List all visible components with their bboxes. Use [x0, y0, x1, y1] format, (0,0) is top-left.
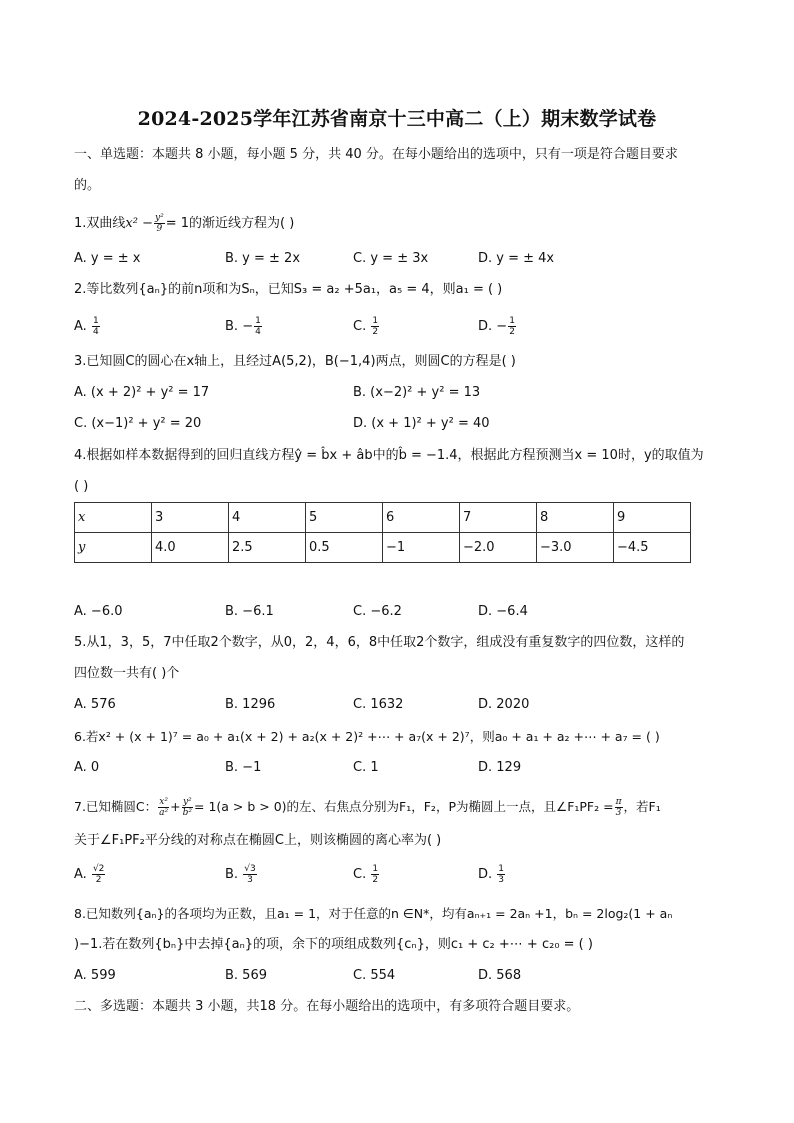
q6-option-d[interactable]: D. 129: [478, 760, 522, 775]
table-cell: y: [75, 533, 152, 563]
q2-option-d-den: 2: [509, 327, 515, 337]
q7-option-c-label: C.: [353, 867, 367, 882]
q7-option-c-num: 1: [372, 864, 379, 874]
table-row: [75, 503, 691, 533]
q2-option-b-label: B.: [225, 319, 239, 334]
table-cell: 5: [306, 503, 383, 533]
q2-option-b-frac: [254, 316, 262, 337]
table-cell: 2.5: [229, 533, 306, 563]
q7-option-b-frac: [243, 864, 256, 885]
q1-frac-num: y²: [154, 213, 164, 223]
q4-option-a[interactable]: A. −6.0: [74, 604, 123, 619]
q7-frac-y: [182, 797, 193, 818]
q5-option-c[interactable]: C. 1632: [353, 697, 404, 712]
q5-option-b[interactable]: B. 1296: [225, 697, 276, 712]
table-cell: 4.0: [152, 533, 229, 563]
q7-fx-num: x²: [159, 797, 168, 807]
q7-option-b-den: 3: [247, 875, 253, 885]
q8-stem-cont: )−1.若在数列{bₙ}中去掉{aₙ}的项，余下的项组成数列{cₙ}，则c₁ + c₂ +⋯ + c₂₀ = ( ): [74, 937, 593, 952]
q1-stem-pre: 1.双曲线: [74, 216, 126, 231]
q7-stem-cont: 关于∠F₁PF₂平分线的对称点在椭圆C上，则该椭圆的离心率为( ): [74, 833, 442, 848]
q1-option-d[interactable]: D. y = ± 4x: [478, 251, 555, 266]
q4-option-c[interactable]: C. −6.2: [353, 604, 402, 619]
table-cell: 7: [460, 503, 537, 533]
q7-option-d-den: 3: [498, 875, 505, 885]
page-title: 2024-2025学年江苏省南京十三中高二（上）期末数学试卷: [137, 108, 657, 130]
q7-pi-den: 3: [615, 808, 622, 818]
section1-heading: 一、单选题：本题共 8 小题，每小题 5 分，共 40 分。在每小题给出的选项中，只有一项是符合题目要求: [74, 147, 678, 162]
q2-option-a-frac: [92, 316, 100, 337]
q6-option-c[interactable]: C. 1: [353, 760, 379, 775]
q7-fy-num: y²: [182, 797, 192, 807]
q3-option-a[interactable]: A. (x + 2)² + y² = 17: [74, 385, 210, 400]
q7-option-b[interactable]: [225, 864, 258, 885]
q1-option-b[interactable]: B. y = ± 2x: [225, 251, 301, 266]
q2-option-c-den: 2: [372, 327, 379, 337]
q6-option-b[interactable]: B. −1: [225, 760, 262, 775]
q2-option-b-den: 4: [255, 327, 261, 337]
table-cell: −3.0: [537, 533, 614, 563]
q2-stem: 2.等比数列{aₙ}的前n项和为Sₙ，已知S₃ = a₂ +5a₁，a₅ = 4，则a₁ = ( ): [74, 282, 503, 297]
q7-option-d-num: 1: [498, 864, 505, 874]
q4-option-d[interactable]: D. −6.4: [478, 604, 528, 619]
q7-option-d[interactable]: [478, 864, 506, 885]
table-cell: −4.5: [614, 533, 691, 563]
q1-option-a[interactable]: A. y = ± x: [74, 251, 141, 266]
q3-option-b[interactable]: B. (x−2)² + y² = 13: [353, 385, 481, 400]
q3-option-c[interactable]: C. (x−1)² + y² = 20: [74, 416, 202, 431]
q7-option-a[interactable]: [74, 864, 106, 885]
q7-option-a-frac: [92, 864, 105, 885]
q2-option-a-label: A.: [74, 319, 87, 334]
q2-option-b-num: 1: [255, 316, 261, 326]
table-cell: 6: [383, 503, 460, 533]
q7-frac-pi: [615, 797, 623, 818]
q7-frac-x: [158, 797, 169, 818]
q1-stem-x2: x² −: [125, 216, 153, 231]
q4-stem-cont: ( ): [74, 479, 89, 494]
q2-option-d-sign: −: [496, 319, 508, 334]
q7-option-b-num: √3: [244, 864, 256, 874]
q5-option-d[interactable]: D. 2020: [478, 697, 530, 712]
section1-heading-cont: 的。: [74, 178, 101, 193]
q7-stem-pre: 7.已知椭圆C：: [74, 799, 158, 814]
q2-option-c-label: C.: [353, 319, 367, 334]
q1-option-c[interactable]: C. y = ± 3x: [353, 251, 429, 266]
table-cell: −1: [383, 533, 460, 563]
q7-option-c-frac: [371, 864, 379, 885]
table-cell: x: [75, 503, 152, 533]
q7-stem-post: ，若F₁: [623, 799, 661, 814]
q2-option-d-label: D.: [478, 319, 493, 334]
q2-option-c-num: 1: [372, 316, 379, 326]
q2-option-a-den: 4: [92, 327, 99, 337]
q6-option-a[interactable]: A. 0: [74, 760, 100, 775]
section2-heading: 二、多选题：本题共 3 小题，共18 分。在每小题给出的选项中，有多项符合题目要求。: [74, 999, 580, 1014]
q2-option-b[interactable]: [225, 316, 263, 337]
table-cell: 0.5: [306, 533, 383, 563]
q2-option-c-frac: [371, 316, 379, 337]
q8-stem: 8.已知数列{aₙ}的各项均为正数，且a₁ = 1，对于任意的n ∈N*，均有aₙ₊₁ = 2aₙ +1，bₙ = 2log₂(1 + aₙ: [74, 906, 673, 921]
q6-stem: 6.若x² + (x + 1)⁷ = a₀ + a₁(x + 2) + a₂(x + 2)² +⋯ + a₇(x + 2)⁷，则a₀ + a₁ + a₂ +⋯ + a₇ = ( ): [74, 729, 660, 744]
q8-option-a[interactable]: A. 599: [74, 968, 116, 983]
q3-stem: 3.已知圆C的圆心在x轴上，且经过A(5,2)，B(−1,4)两点，则圆C的方程是( ): [74, 354, 516, 369]
table-cell: 8: [537, 503, 614, 533]
q7-fx-den: a²: [159, 808, 169, 818]
q8-option-c[interactable]: C. 554: [353, 968, 396, 983]
q5-option-a[interactable]: A. 576: [74, 697, 116, 712]
q3-option-d[interactable]: D. (x + 1)² + y² = 40: [353, 416, 490, 431]
q7-option-a-num: √2: [92, 864, 105, 874]
q7-option-d-frac: [497, 864, 505, 885]
q2-option-a[interactable]: [74, 316, 101, 337]
table-cell: 9: [614, 503, 691, 533]
table-row: [75, 533, 691, 563]
q1-frac-den: 9: [156, 224, 163, 234]
q7-option-b-label: B.: [225, 867, 239, 882]
q1-fraction: [154, 213, 165, 234]
q8-option-d[interactable]: D. 568: [478, 968, 522, 983]
q7-pi-num: π: [615, 797, 622, 807]
q2-option-b-sign: −: [242, 319, 254, 334]
table-cell: −2.0: [460, 533, 537, 563]
q1-stem: [74, 213, 294, 234]
q7-option-c[interactable]: [353, 864, 380, 885]
table-cell: 4: [229, 503, 306, 533]
q2-option-d-frac: [508, 316, 516, 337]
q2-option-d-num: 1: [509, 316, 515, 326]
table-cell: 3: [152, 503, 229, 533]
q7-stem: 7.已知椭圆C： $\frac{\text{x²}}{\text{a²}}$ + $\frac{\text{y²}}{\text{b²}}$ = 1(a > b > 0)的左、右焦点分别为F₁，F₂，P为椭圆上一点，且∠F₁PF₂ = $\frac{\pi}{3}$ ，若F₁: [74, 797, 661, 818]
q7-fy-den: b²: [182, 808, 192, 818]
q5-stem: 5.从1，3，5，7中任取2个数字，从0，2，4，6，8中任取2个数字，组成没有重复数字的四位数，这样的: [74, 635, 685, 650]
q4-stem: 4.根据如样本数据得到的回归直线方程ŷ = b̂x + âb中的b̂ = −1.4，根据此方程预测当x = 10时，y的取值为: [74, 448, 704, 463]
q7-option-a-label: A.: [74, 867, 87, 882]
q4-option-b[interactable]: B. −6.1: [225, 604, 274, 619]
q8-option-b[interactable]: B. 569: [225, 968, 267, 983]
q7-option-d-label: D.: [478, 867, 493, 882]
q7-option-a-den: 2: [95, 875, 102, 885]
q5-stem-cont: 四位数一共有( )个: [74, 666, 180, 681]
q2-option-c[interactable]: [353, 316, 380, 337]
q7-stem-mid: = 1(a > b > 0)的左、右焦点分别为F₁，F₂，P为椭圆上一点，且∠F₁PF₂ =: [194, 799, 614, 814]
q2-option-d[interactable]: [478, 316, 517, 337]
q7-option-c-den: 2: [372, 875, 379, 885]
q1-stem-post: = 1的渐近线方程为( ): [165, 216, 295, 231]
q2-option-a-num: 1: [92, 316, 99, 326]
q4-data-table: [74, 502, 691, 563]
